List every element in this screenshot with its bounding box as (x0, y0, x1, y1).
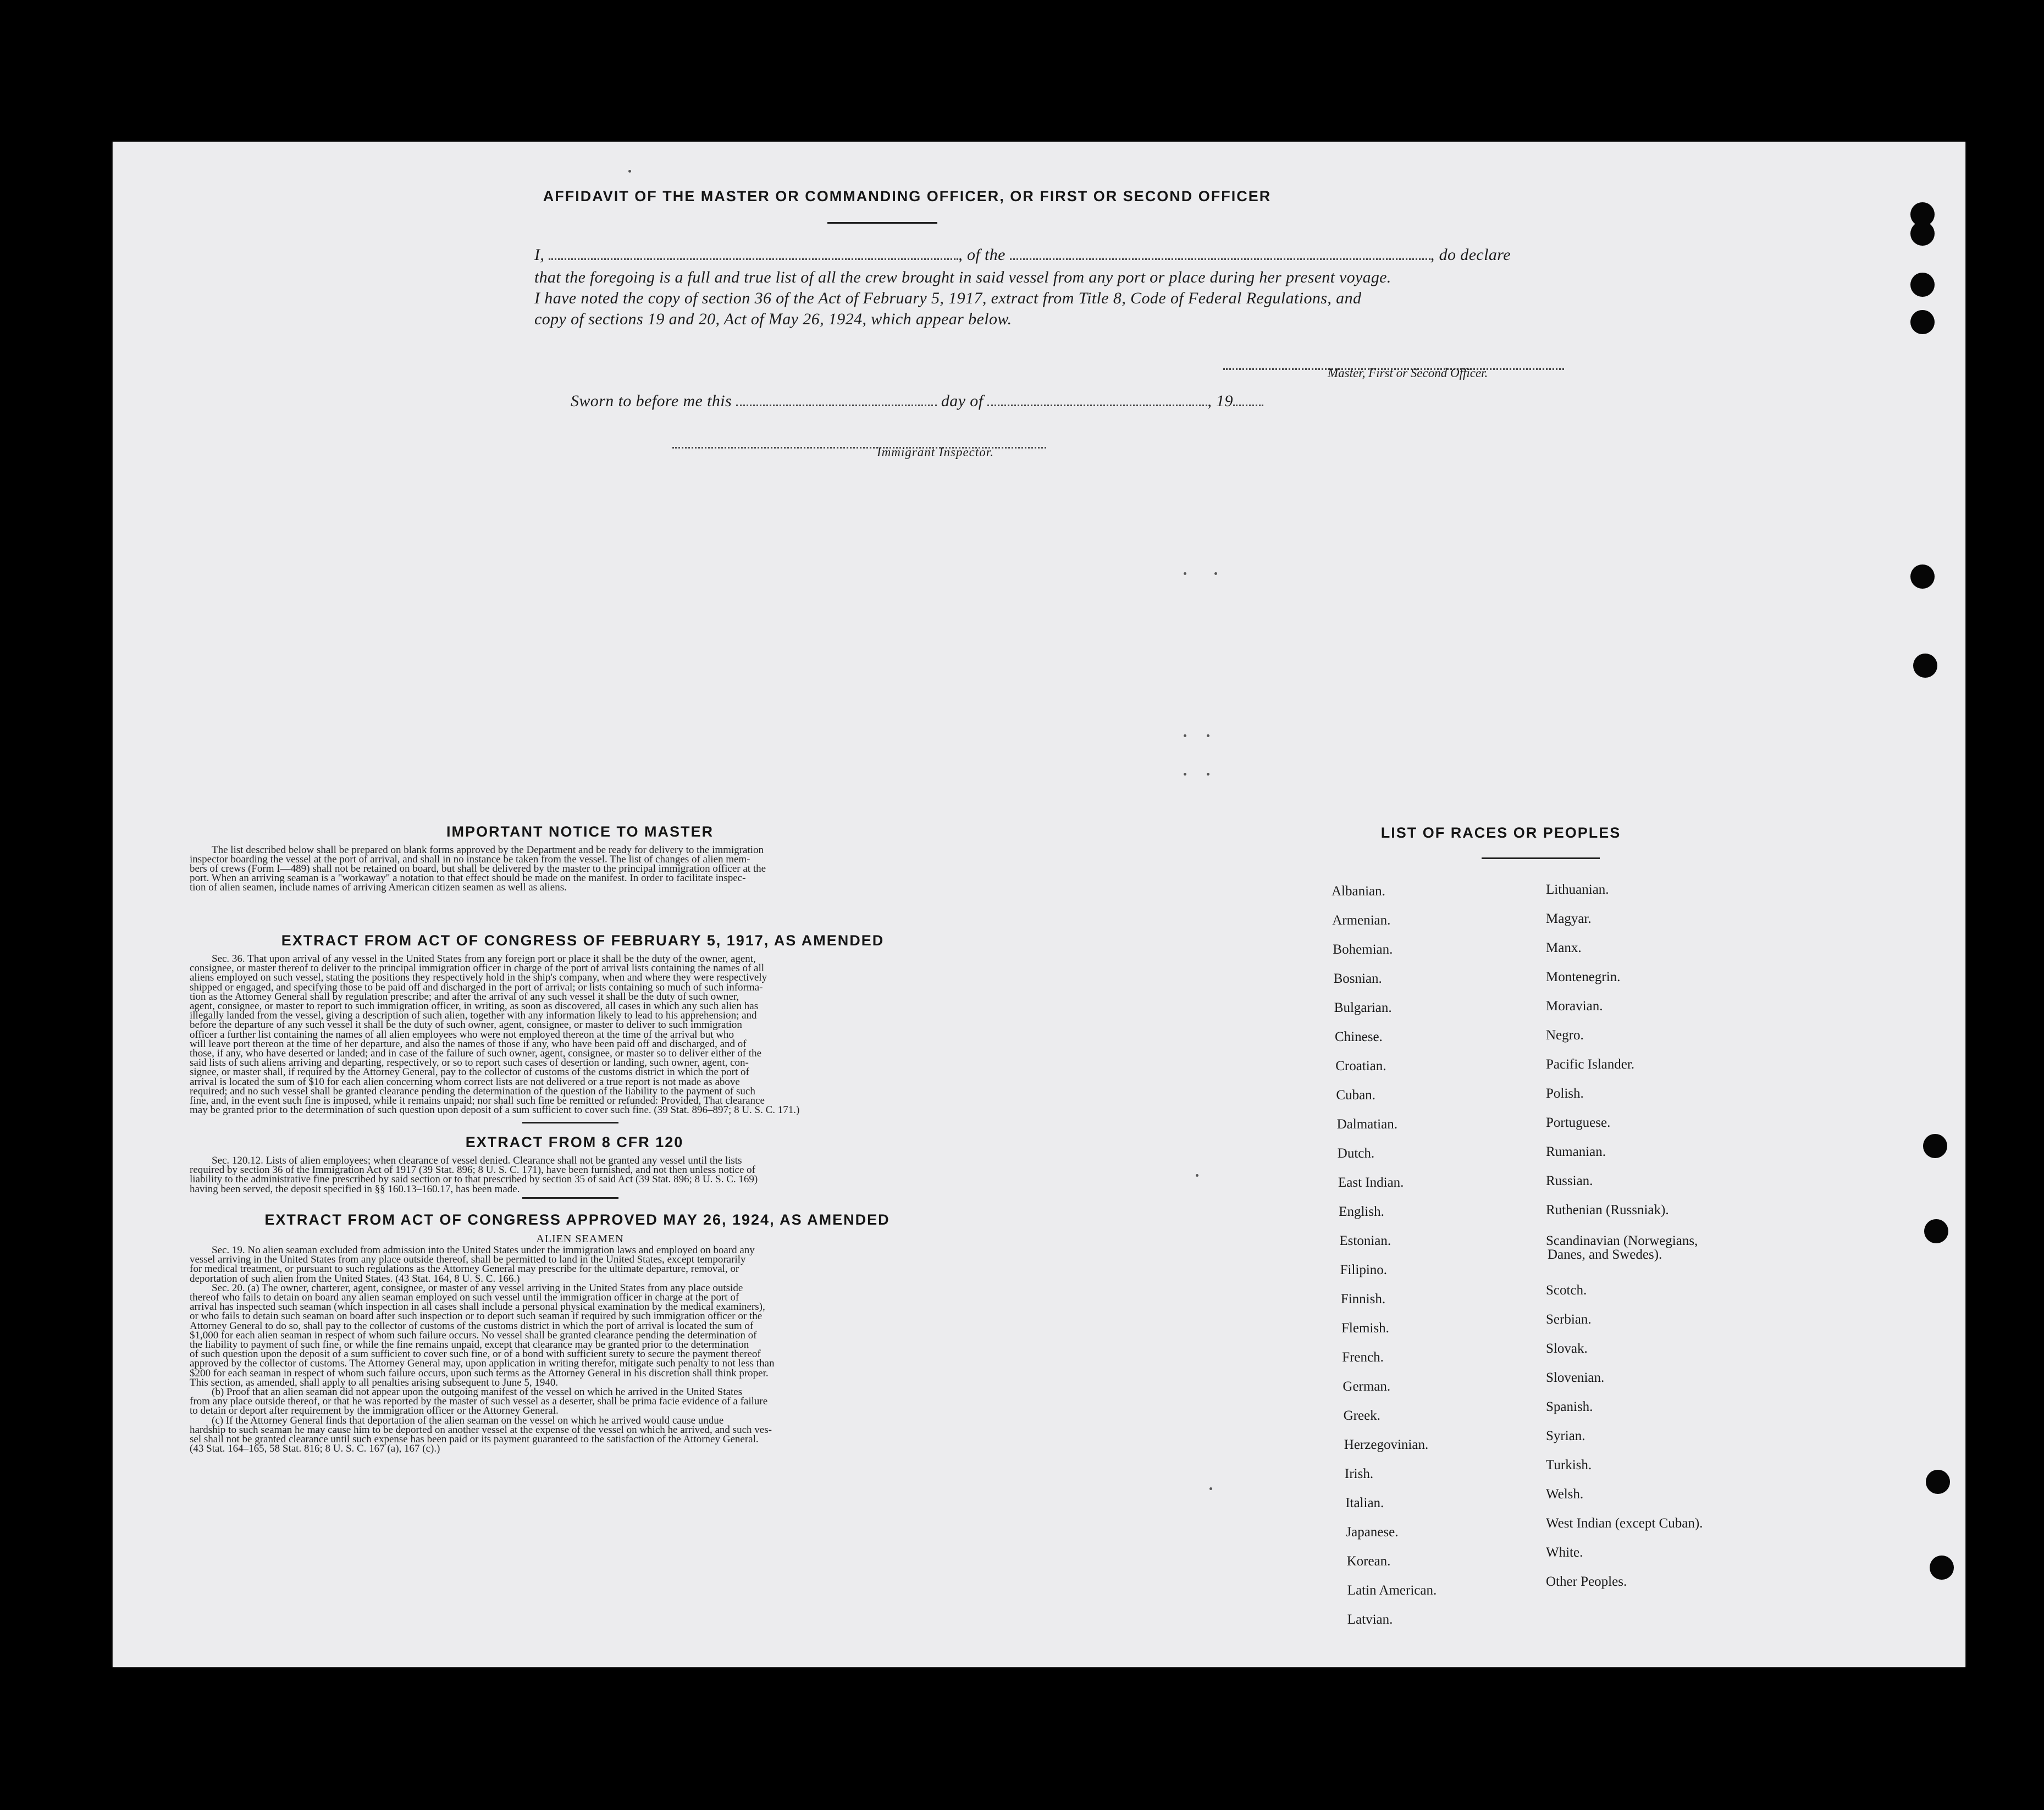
race-item: West Indian (except Cuban). (1546, 1516, 1703, 1531)
sworn-year-blank[interactable] (1233, 392, 1263, 406)
notice-line: tion of alien seamen, include names of arriving American citizen seamen as well as aliens. (190, 882, 567, 893)
race-item: Russian. (1546, 1174, 1593, 1188)
punch-hole (1913, 654, 1937, 678)
race-item: Estonian. (1339, 1233, 1391, 1248)
race-item: Portuguese. (1546, 1115, 1611, 1130)
race-item: Bosnian. (1333, 971, 1382, 986)
extract1924-line: of such question upon the deposit of a sum sufficient to cover such fine, or of a bond with sufficient surety to secure the payment thereof (190, 1348, 761, 1360)
extract1924-line: the liability to payment of such fine, or while the fine remains unpaid, except that clearance may be granted prior to the determination (190, 1339, 749, 1350)
vessel-blank[interactable] (1010, 246, 1430, 260)
extract1917-line: aliens employed on such vessel, stating the positions they respectively hold in the ship's company, when and where they were respectively (190, 972, 767, 984)
cfr-line: having been served, the deposit specified in §§ 160.13–160.17, has been made. (190, 1183, 520, 1195)
cfr-line: liability to the administrative fine prescribed by said section or to that prescribed by section 35 of said Act (39 Stat. 896; 8 U. S. C. 169) (190, 1174, 758, 1186)
race-item: Spanish. (1546, 1399, 1593, 1414)
divider (522, 1197, 618, 1199)
sworn-day-blank[interactable] (736, 392, 937, 406)
race-item: Slovenian. (1546, 1370, 1605, 1385)
race-item: Chinese. (1335, 1029, 1383, 1044)
extract1917-line: agent, consignee, or master to report to such immigration officer, in writing, as soon as discovered, all cases in which any such alien has (190, 1000, 759, 1012)
affidavit-of-the: , of the (958, 246, 1006, 264)
divider (1482, 857, 1600, 859)
race-item: Flemish. (1341, 1321, 1389, 1336)
speck (1209, 1487, 1212, 1490)
sworn-line (571, 390, 1604, 412)
race-item: Bohemian. (1333, 942, 1393, 957)
extract1917-line: those, if any, who have deserted or landed; and in case of the failure of such owner, agent, consignee, or master so to deliver either of the (190, 1048, 761, 1059)
race-item: Korean. (1346, 1554, 1391, 1569)
extract-1924-subtitle: ALIEN SEAMEN (536, 1233, 624, 1245)
race-item: Rumanian. (1546, 1144, 1606, 1159)
extract1917-line: shipped or engaged, and specifying those to be paid off and discharged in the port of arrival; or lists containing so much of such informa- (190, 981, 763, 993)
extract1917-line: tion as the Attorney General shall by regulation prescribe; and after the arrival of any such vessel it shall be the duty of such owner, (190, 990, 739, 1003)
extract-1924-title: EXTRACT FROM ACT OF CONGRESS APPROVED MAY 26, 1924, AS AMENDED (264, 1211, 890, 1228)
extract1924-line: This section, as amended, shall apply to all penalties arising subsequent to June 5, 1940. (190, 1376, 559, 1388)
extract1924-line: thereof who fails to detain on board any alien seaman employed on such vessel until the immigration officer in charge at the port of (190, 1292, 739, 1303)
race-item: Cuban. (1336, 1088, 1375, 1103)
race-item: Scotch. (1546, 1283, 1587, 1298)
race-item: Ruthenian (Russniak). (1546, 1203, 1669, 1217)
race-item: Danes, and Swedes). (1548, 1247, 1662, 1262)
affidavit-line-3: I have noted the copy of section 36 of the Act of February 5, 1917, extract from Title 8, Code of Federal Regulations, and (534, 289, 1362, 307)
race-item: Polish. (1546, 1086, 1584, 1101)
extract1917-line: fine, and, in the event such fine is imposed, while it remains unpaid; nor shall such fine be remitted or refunded: Provided, That clearance (190, 1095, 765, 1106)
notice-line: inspector boarding the vessel at the port of arrival, and shall in no instance be taken from the vessel. The list of changes of alien mem- (190, 854, 750, 865)
races-title: LIST OF RACES OR PEOPLES (1380, 824, 1621, 841)
extract1917-line: before the departure of any such vessel it shall be the duty of such owner, agent, consignee, or master to deliver to such immigration (190, 1019, 742, 1031)
name-blank[interactable] (549, 246, 958, 260)
sworn-month-blank[interactable] (987, 392, 1207, 406)
extract-1917-title: EXTRACT FROM ACT OF CONGRESS OF FEBRUARY 5, 1917, AS AMENDED (281, 932, 885, 949)
speck (1214, 572, 1217, 575)
notice-line: The list described below shall be prepared on blank forms approved by the Department and be ready for delivery to the immigration (212, 844, 764, 856)
cfr-line: required by section 36 of the Immigration Act of 1917 (39 Stat. 896; 8 U. S. C. 171), have been furnished, and not then unless notice of (190, 1164, 755, 1176)
race-item: Pacific Islander. (1546, 1057, 1635, 1072)
extract1924-line: or who fails to detain such seaman on board after such inspection or to deport such seaman if required by such immigration officer or the (190, 1310, 763, 1322)
divider (827, 222, 937, 224)
extract1917-line: will leave port thereon at the time of her departure, and also the names of those if any, who have been paid off and discharged, and of (190, 1038, 747, 1050)
extract1924-line: deportation of such alien from the United States. (43 Stat. 164, 8 U. S. C. 166.) (190, 1272, 520, 1285)
extract1924-line: hardship to such seaman he may cause him to be deported on another vessel at the expense of the vessel on which he arrived, and such ves- (190, 1424, 772, 1436)
race-item: Herzegovinian. (1344, 1437, 1429, 1452)
race-item: Greek. (1343, 1408, 1380, 1423)
extract1917-line: required; and no such vessel shall be granted clearance pending the determination of the question of the liability to the payment of such (190, 1085, 755, 1097)
extract1917-line: consignee, or master thereof to deliver to the principal immigration officer in charge of the port of arrival lists containing the names of all (190, 962, 765, 975)
extract1924-line: approved by the collector of customs. The Attorney General may, upon application in writing therefor, mitigate such penalty to not less than (190, 1358, 775, 1370)
speck (1184, 773, 1186, 776)
race-item: Syrian. (1546, 1429, 1586, 1443)
punch-hole (1910, 273, 1935, 297)
inspector-signature-label: Immigrant Inspector. (877, 445, 994, 459)
race-item: Irish. (1345, 1466, 1374, 1481)
extract1924-line: (43 Stat. 164–165, 58 Stat. 816; 8 U. S. C. 167 (a), 167 (c).) (190, 1443, 440, 1455)
punch-hole (1923, 1134, 1947, 1158)
extract1924-line: (b) Proof that an alien seaman did not appear upon the outgoing manifest of the vessel on which he arrived in the United States (212, 1386, 743, 1398)
extract1924-line: to detain or deport after requirement by the immigration officer or the Attorney General. (190, 1405, 559, 1417)
race-item: French. (1342, 1350, 1384, 1365)
race-item: Serbian. (1546, 1312, 1592, 1327)
extract1917-line: may be granted prior to the determination of such question upon deposit of a sum sufficient to cover such fine. (39 Stat. 896–897; 8 U. S. C. 171.) (190, 1104, 800, 1116)
race-item: Turkish. (1546, 1458, 1592, 1473)
affidavit-do-declare: , do declare (1430, 246, 1511, 264)
speck (1184, 734, 1186, 737)
notice-line: bers of crews (Form I—489) shall not be retained on board, but shall be delivered by the master to the principal immigration officer at the (190, 863, 766, 874)
race-item: English. (1339, 1204, 1384, 1219)
affidavit-line-2: that the foregoing is a full and true list of all the crew brought in said vessel from any port or place during her present voyage. (534, 268, 1391, 286)
race-item: Scandinavian (Norwegians, (1546, 1233, 1698, 1248)
race-item: Slovak. (1546, 1341, 1588, 1356)
cfr-line: Sec. 120.12. Lists of alien employees; when clearance of vessel denied. Clearance shall not be granted any vessel until the lists (212, 1155, 742, 1166)
punch-hole (1910, 222, 1935, 246)
race-item: Latvian. (1347, 1612, 1393, 1627)
extract1917-line: Sec. 36. That upon arrival of any vessel in the United States from any foreign port or place it shall be the duty of the owner, agent, (212, 953, 756, 965)
punch-hole (1910, 564, 1935, 589)
sworn-label: Sworn to before me this (571, 392, 732, 410)
punch-hole (1930, 1556, 1954, 1580)
race-item: Magyar. (1546, 911, 1592, 926)
cfr-title: EXTRACT FROM 8 CFR 120 (465, 1134, 684, 1150)
extract1924-line: sel shall not be granted clearance until such expense has been paid or its payment guaranteed to the satisfaction of the Attorney General. (190, 1433, 759, 1445)
affidavit-i: I, (534, 246, 545, 264)
punch-hole (1910, 310, 1935, 334)
speck (1207, 773, 1209, 776)
speck (628, 170, 631, 173)
extract1917-line: said lists of such aliens arriving and departing, respectively, or so to report such cases of desertion or landing, such owner, agent, con- (190, 1057, 749, 1069)
race-item: White. (1546, 1545, 1583, 1560)
extract1924-line: arrival has inspected such seaman (which inspection in all cases shall include a personal physical examination by the medical examiners), (190, 1301, 765, 1313)
race-item: Albanian. (1332, 884, 1385, 899)
extract1924-line: Attorney General to do so, shall pay to the collector of customs of the customs district in which the port of arrival is located the sum of (190, 1320, 754, 1332)
race-item: Lithuanian. (1546, 882, 1609, 897)
notice-line: port. When an arriving seaman is a "workaway" a notation to that effect should be made on the manifest. In order to facilitate inspec- (190, 872, 746, 884)
punch-hole (1924, 1219, 1948, 1243)
race-item: Manx. (1546, 940, 1582, 955)
extract1924-line: from any place outside thereof, or that he was reported by the master of such vessel as a deserter, shall be prima facie evidence of a failure (190, 1396, 768, 1408)
race-item: Welsh. (1546, 1487, 1584, 1502)
extract1924-line: $1,000 for each alien seaman in respect of whom such failure occurs. No vessel shall be granted clearance pending the determination of (190, 1329, 757, 1341)
extract1917-line: illegally landed from the vessel, giving a description of such alien, together with any information likely to lead to his apprehension; and (190, 1010, 757, 1022)
extract1924-line: Sec. 19. No alien seaman excluded from admission into the United States under the immigration laws and employed on board any (212, 1244, 755, 1256)
affidavit-title: AFFIDAVIT OF THE MASTER OR COMMANDING OFFICER, OR FIRST OR SECOND OFFICER (543, 188, 1272, 204)
race-item: Finnish. (1340, 1292, 1386, 1307)
race-item: Croatian. (1335, 1059, 1386, 1073)
extract1924-line: vessel arriving in the United States from any place outside thereof, shall be permitted to land in the United States, except temporarily (190, 1254, 746, 1266)
race-item: East Indian. (1338, 1175, 1404, 1190)
race-item: Other Peoples. (1546, 1574, 1627, 1589)
speck (1196, 1174, 1198, 1177)
race-item: Montenegrin. (1546, 970, 1621, 984)
extract1924-line: $200 for each seaman in respect of whom such failure occurs, upon such terms as the Attorney General in his discretion shall think proper. (190, 1367, 769, 1379)
affidavit-line-4: copy of sections 19 and 20, Act of May 26, 1924, which appear below. (534, 310, 1012, 328)
notice-title: IMPORTANT NOTICE TO MASTER (446, 823, 714, 840)
race-item: Latin American. (1347, 1583, 1437, 1598)
race-item: German. (1343, 1379, 1391, 1394)
extract1917-line: arrival is located the sum of $10 for each alien concerning whom correct lists are not delivered or a true report is not made as above (190, 1076, 740, 1088)
master-signature-label: Master, First or Second Officer. (1328, 366, 1488, 380)
race-item: Dalmatian. (1336, 1117, 1397, 1132)
form-page (113, 142, 1965, 1667)
race-item: Negro. (1546, 1028, 1584, 1043)
extract1924-line: Sec. 20. (a) The owner, charterer, agent, consignee, or master of any vessel arriving in the United States from any place outside (212, 1282, 743, 1294)
day-of-label: day of (941, 392, 984, 410)
race-item: Bulgarian. (1334, 1000, 1392, 1015)
punch-hole (1926, 1470, 1950, 1494)
divider (522, 1122, 618, 1123)
year-label: , 19 (1207, 392, 1233, 410)
extract1917-line: signee, or master shall, if required by the Attorney General, pay to the collector of customs of the customs district in which the port of (190, 1066, 749, 1078)
race-item: Filipino. (1340, 1263, 1388, 1277)
extract1924-line: for medical treatment, or pursuant to such regulations as the Attorney General may prescribe for the ultimate departure, removal, or (190, 1263, 739, 1275)
speck (1184, 572, 1186, 575)
affidavit-line-1 (534, 244, 1568, 266)
race-item: Dutch. (1337, 1146, 1375, 1161)
extract1917-line: officer a further list containing the names of all alien employees who were not employed thereon at the time of the arrival but who (190, 1028, 734, 1040)
race-item: Japanese. (1346, 1525, 1399, 1540)
race-item: Armenian. (1332, 913, 1391, 928)
extract1924-line: (c) If the Attorney General finds that deportation of the alien seaman on the vessel on which he arrived would cause undue (212, 1414, 724, 1426)
race-item: Moravian. (1546, 999, 1603, 1014)
speck (1207, 734, 1209, 737)
race-item: Italian. (1345, 1496, 1384, 1510)
